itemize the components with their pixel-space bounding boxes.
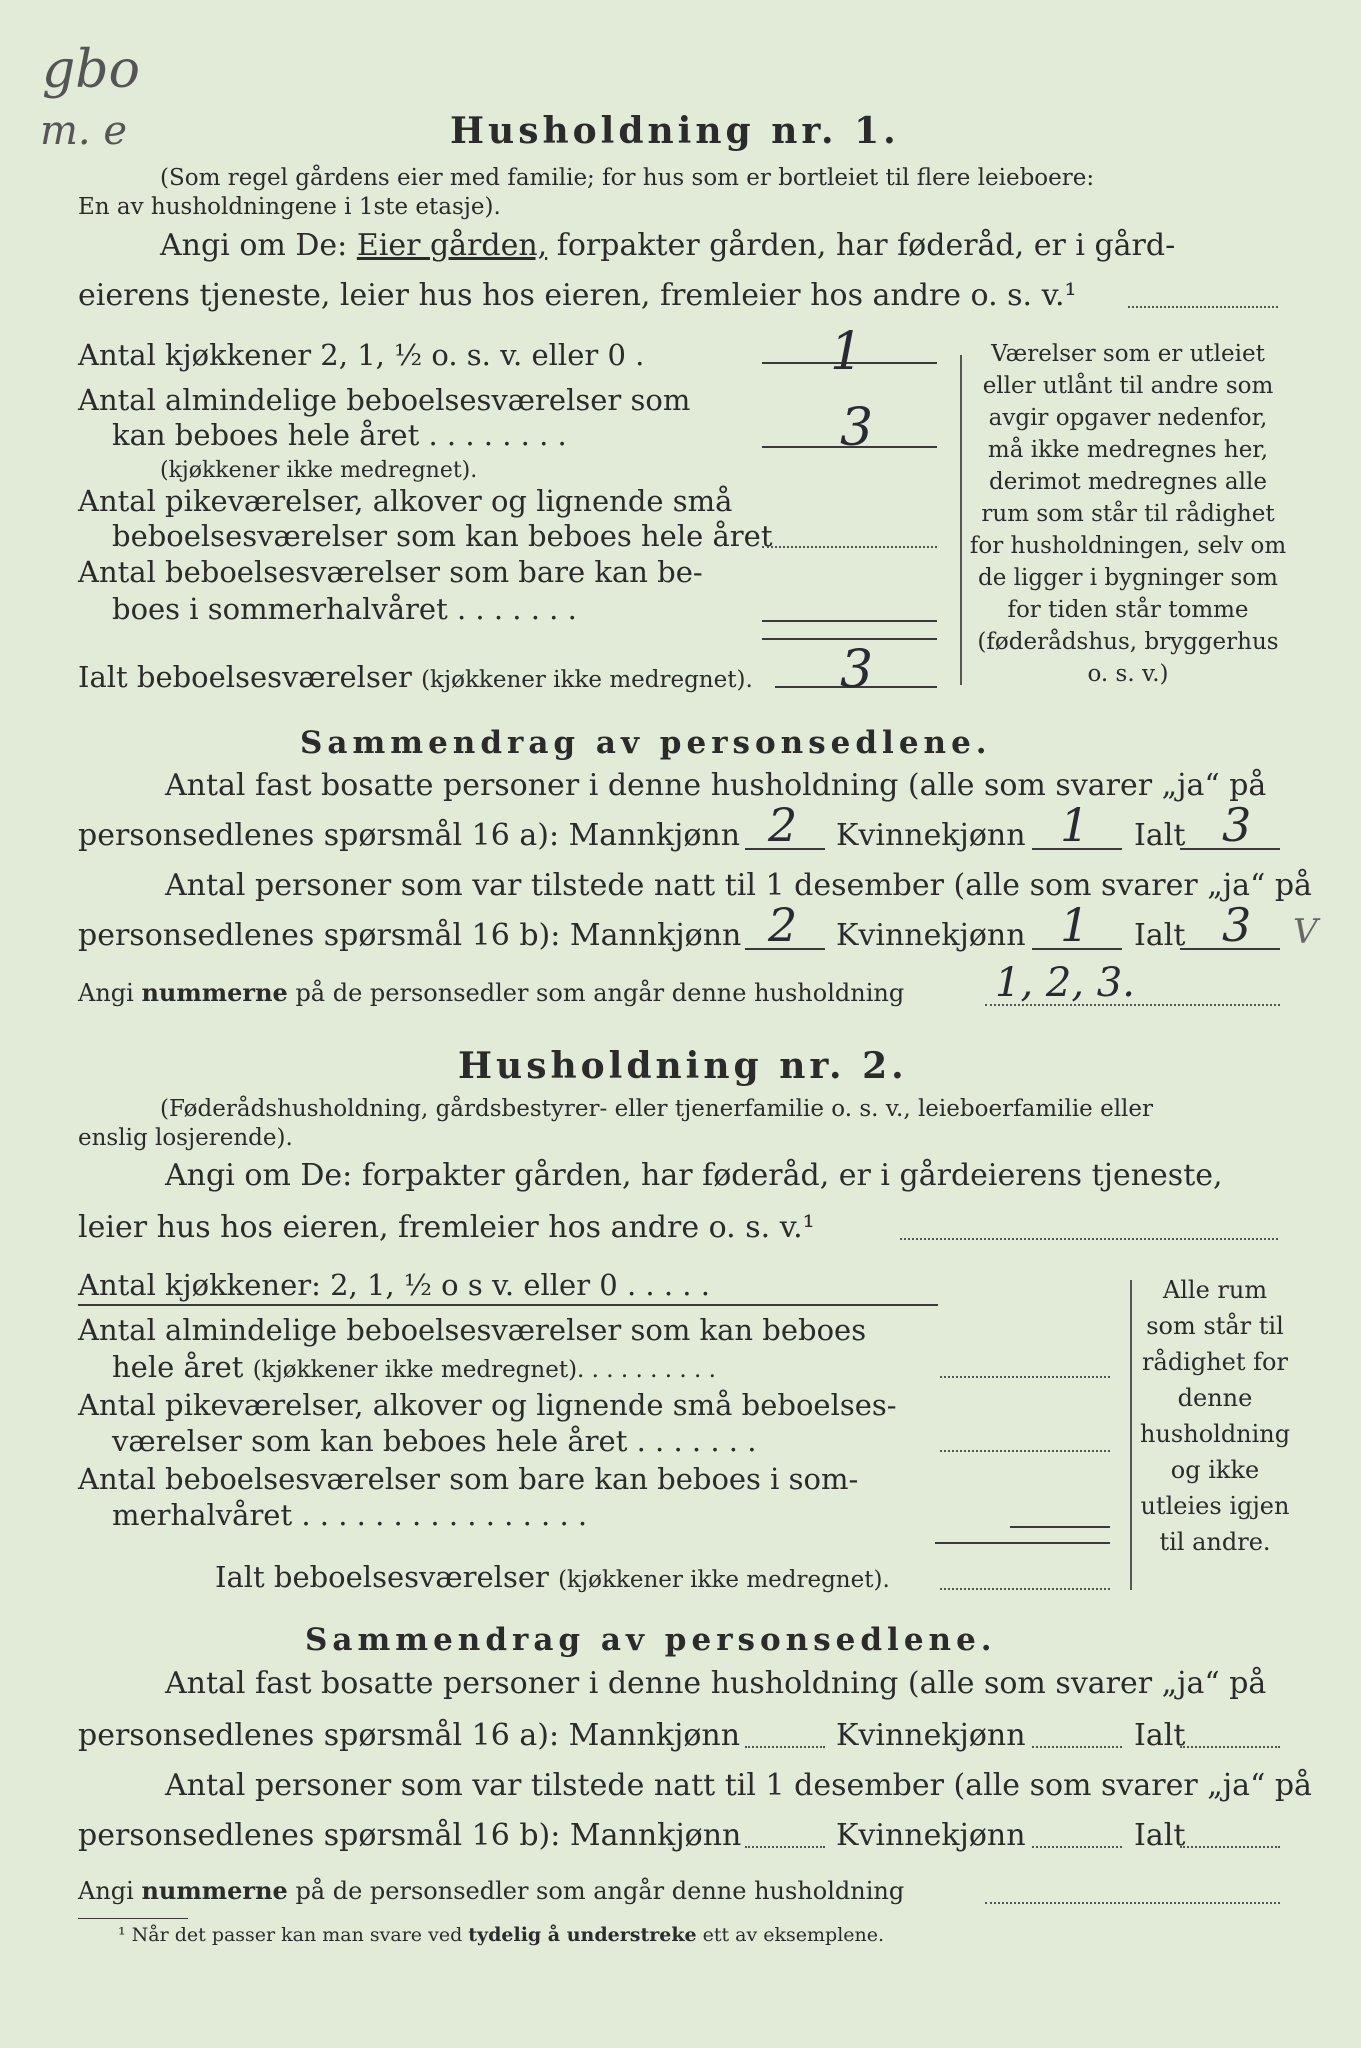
h1-angi-line1 [160,228,1175,263]
h2-angi-line2: leier hus hos eieren, fremleier hos andre o. s. v.¹ [78,1210,815,1245]
h1-s1-male: 2 [768,798,798,852]
h2-numbers-pre: Angi [78,1877,134,1905]
margin-note-2: m. e [40,108,128,154]
h2-total-label: Ialt beboelsesværelser [215,1560,549,1594]
h2-s1-female-line[interactable] [1032,1746,1122,1748]
h2-total-row [215,1560,890,1594]
h2-s1-male-line[interactable] [745,1746,825,1748]
h1-angi-underlined: Eier gården, [356,228,548,263]
footnote-post: ett av eksemplene. [702,1924,885,1946]
h2-s2-total-line[interactable] [1180,1846,1280,1848]
h1-s1-line2: personsedlenes spørsmål 16 a): Mannkjønn [78,818,741,853]
h1-side-note: Værelser som er utleiet eller utlånt til andre som avgir opgaver nedenfor, må ikke medregnes her, derimot medregnes alle rum som står til rådighet for husholdningen, selv om de ligger i bygninger som for tiden står tomme (føderådshus, bryggerhus o. s. v.) [969,341,1287,687]
footnote [118,1924,884,1946]
h2-total-line[interactable] [940,1588,1110,1590]
h1-rooms-label2: kan beboes hele året . . . . . . . . [112,418,567,452]
h2-s1-total-line[interactable] [1180,1746,1280,1748]
h1-rooms-note: (kjøkkener ikke medregnet). [160,458,478,483]
h2-kitchens-rule[interactable] [78,1304,938,1306]
h2-s2-total-label: Ialt [1134,1818,1186,1853]
h2-note-line2: enslig losjerende). [78,1125,293,1151]
h1-summary-title: Sammendrag av personsedlene. [300,725,992,761]
h1-maid-label2: beboelsesværelser som kan beboes hele året [112,519,773,553]
h1-numbers-row [78,978,904,1007]
h1-angi-pre: Angi om De: [160,228,348,263]
h2-rooms-row2 [112,1350,716,1384]
h1-summer-label1: Antal beboelsesværelser som bare kan be- [78,555,703,589]
h2-angi-answer-line[interactable] [900,1238,1278,1240]
h1-s2-total: 3 [1222,898,1252,952]
h1-total-row [78,660,753,694]
h2-summer-label2: merhalvåret . . . . . . . . . . . . . . . . [112,1498,588,1532]
h1-side-brace [960,355,962,685]
h1-s2-female-label: Kvinnekjønn [836,918,1026,953]
h2-title: Husholdning nr. 2. [458,1045,908,1087]
h1-s1-total: 3 [1222,798,1252,852]
h2-s2-line1: Antal personer som var tilstede natt til 1 desember (alle som svarer „ja“ på [165,1768,1312,1803]
h1-numbers-post: på de personsedler som angår denne husholdning [295,979,905,1007]
h1-s2-female: 1 [1060,898,1090,952]
h1-maid-line[interactable] [762,546,937,548]
h2-rooms-label2: hele året [112,1350,244,1384]
h1-s2-line2: personsedlenes spørsmål 16 b): Mannkjønn [78,918,742,953]
footnote-rule [78,1918,188,1919]
h2-s2-female-line[interactable] [1032,1846,1122,1848]
h1-check-mark: V [1293,912,1318,952]
h2-numbers-bold: nummerne [141,1876,288,1905]
h2-numbers-line[interactable] [985,1902,1280,1904]
h1-summer-line[interactable] [762,620,937,622]
margin-note-1: gbo [42,40,140,100]
h2-numbers-post: på de personsedler som angår denne husholdning [295,1877,905,1905]
h1-rooms-label1: Antal almindelige beboelsesværelser som [78,383,691,417]
h1-angi-answer-line[interactable] [1128,306,1278,308]
h2-side-note: Alle rum som står til rådighet for denne husholdning og ikke utleies igjen til andre. [1140,1276,1291,1556]
footnote-pre: ¹ Når det passer kan man svare ved [118,1924,463,1946]
h2-s1-total-label: Ialt [1134,1718,1186,1753]
h2-summer-rule [935,1542,1110,1544]
footnote-bold: tydelig å understreke [468,1924,697,1946]
h2-s2-female-label: Kvinnekjønn [836,1818,1026,1853]
h2-s2-line2: personsedlenes spørsmål 16 b): Mannkjønn [78,1818,742,1853]
h2-maid-line[interactable] [940,1450,1110,1452]
h1-numbers-pre: Angi [78,979,134,1007]
h2-rooms-line[interactable] [940,1376,1110,1378]
h1-angi-post: forpakter gården, har føderåd, er i gård- [556,228,1176,263]
h1-summer-label2: boes i sommerhalvåret . . . . . . . [112,592,577,626]
h1-s1-female-label: Kvinnekjønn [836,818,1026,853]
h2-kitchens-label: Antal kjøkkener: 2, 1, ½ o s v. eller 0 . . . . . [78,1268,710,1302]
h2-s2-male-line[interactable] [745,1846,825,1848]
h1-s1-line1: Antal fast bosatte personer i denne husholdning (alle som svarer „ja“ på [165,768,1267,803]
h1-total-label: Ialt beboelsesværelser [78,660,412,694]
h2-s1-line1: Antal fast bosatte personer i denne husholdning (alle som svarer „ja“ på [165,1666,1267,1701]
h1-s2-line1: Antal personer som var tilstede natt til 1 desember (alle som svarer „ja“ på [165,868,1312,903]
h1-total-value: 3 [840,640,874,700]
h1-s2-male: 2 [768,898,798,952]
h1-s2-total-label: Ialt [1134,918,1186,953]
h1-numbers-bold: nummerne [141,978,288,1007]
h2-maid-label2: værelser som kan beboes hele året . . . . . . . [112,1424,757,1458]
h1-note-line2: En av husholdningene i 1ste etasje). [78,194,501,220]
h2-summer-label1: Antal beboelsesværelser som bare kan beboes i som- [78,1462,859,1496]
h2-rooms-label1: Antal almindelige beboelsesværelser som kan beboes [78,1313,867,1347]
h2-rooms-note: (kjøkkener ikke medregnet). . . . . . . . . . [252,1357,716,1383]
h2-s1-line2: personsedlenes spørsmål 16 a): Mannkjønn [78,1718,741,1753]
h1-maid-label1: Antal pikeværelser, alkover og lignende små [78,484,733,518]
h2-summary-title: Sammendrag av personsedlene. [305,1622,997,1658]
h1-note-line1: (Som regel gårdens eier med familie; for hus som er bortleiet til flere leieboere: [160,165,1095,191]
h2-s1-female-label: Kvinnekjønn [836,1718,1026,1753]
h2-side-brace [1130,1280,1132,1590]
h1-title: Husholdning nr. 1. [450,110,900,152]
h1-rooms-value: 3 [840,398,874,458]
h2-angi-line1: Angi om De: forpakter gården, har føderåd, er i gårdeierens tjeneste, [165,1158,1223,1193]
h1-kitchens-label: Antal kjøkkener 2, 1, ½ o. s. v. eller 0 . [78,338,645,372]
h2-note-line1: (Føderådshusholdning, gårdsbestyrer- eller tjenerfamilie o. s. v., leieboerfamilie eller [160,1096,1154,1122]
h1-s1-total-label: Ialt [1134,818,1186,853]
h1-total-note: (kjøkkener ikke medregnet). [421,667,753,693]
h2-total-note: (kjøkkener ikke medregnet). [558,1567,890,1593]
h1-angi-line2: eierens tjeneste, leier hus hos eieren, fremleier hos andre o. s. v.¹ [78,278,1077,313]
h2-summer-line[interactable] [1010,1526,1110,1528]
h1-kitchens-value: 1 [830,322,864,382]
h2-numbers-row [78,1876,904,1905]
h1-s1-female: 1 [1060,798,1090,852]
h1-numbers-value: 1, 2, 3. [995,960,1135,1006]
h2-maid-label1: Antal pikeværelser, alkover og lignende små beboelses- [78,1388,897,1422]
